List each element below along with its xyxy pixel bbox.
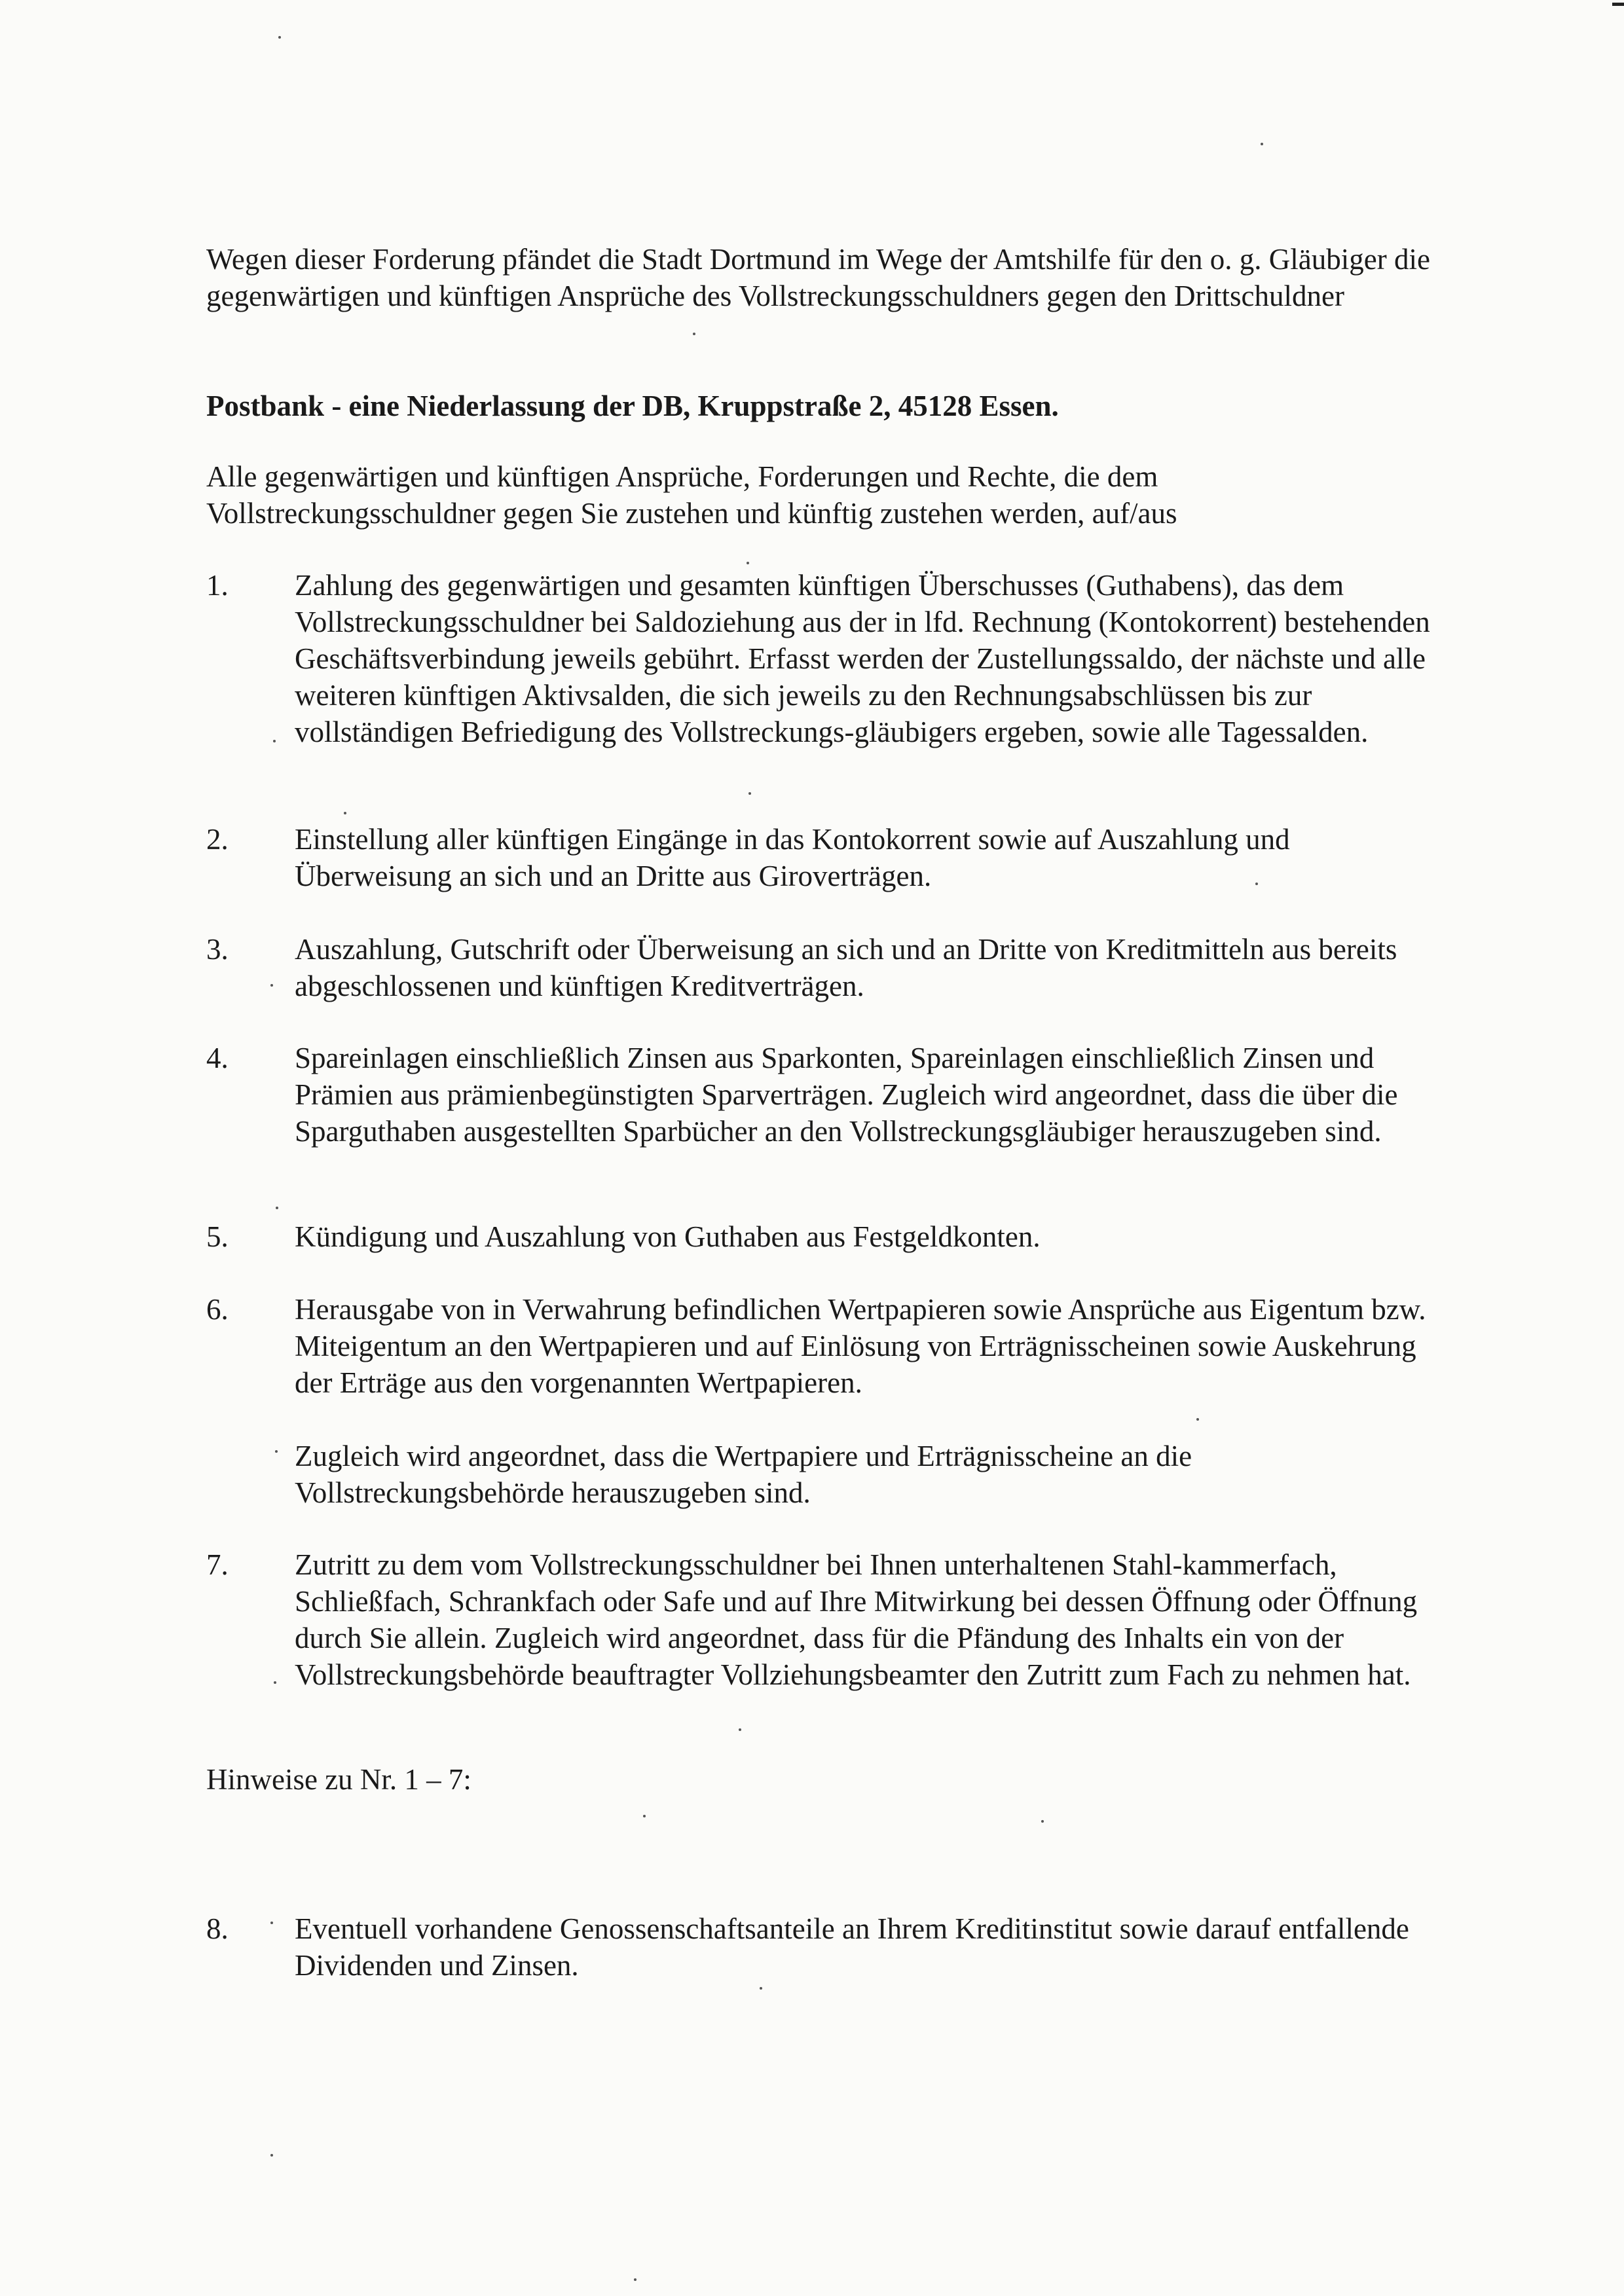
list-item-number: 6.: [206, 1293, 229, 1326]
notes-label: Hinweise zu Nr. 1 – 7:: [206, 1763, 471, 1796]
scan-speck: [270, 984, 273, 987]
scan-speck: [1255, 883, 1258, 885]
scan-speck: [274, 1681, 276, 1684]
scan-speck: [344, 812, 346, 814]
scan-speck: [739, 1728, 741, 1731]
scan-speck: [760, 1987, 762, 1990]
list-item-number: 4.: [206, 1042, 229, 1074]
list-item-text: Spareinlagen einschließlich Zinsen aus Sparkonten, Spareinlagen einschließlich Zinsen und Prämien aus prämienbegünstigten Sparverträgen. Zugleich wird angeordnet, dass die über die Sparguthaben ausgestellten Sparbücher an den Vollstreckungsgläubiger herauszugeben sind.: [295, 1042, 1398, 1148]
scan-speck: [747, 562, 749, 564]
scan-speck: [748, 792, 751, 795]
list-item-text: Kündigung und Auszahlung von Guthaben aus Festgeldkonten.: [295, 1220, 1041, 1253]
corner-scan-mark: [1612, 3, 1624, 6]
scan-speck: [270, 2154, 273, 2157]
scan-speck: [643, 1815, 646, 1817]
scan-speck: [1196, 1418, 1199, 1421]
third-party-debtor-heading: Postbank - eine Niederlassung der DB, Kruppstraße 2, 45128 Essen.: [206, 390, 1059, 422]
scan-speck: [278, 36, 281, 39]
scan-speck: [275, 1450, 278, 1453]
list-item-text: Einstellung aller künftigen Eingänge in das Kontokorrent sowie auf Auszahlung und Überweisung an sich und an Dritte aus Giroverträgen.: [295, 823, 1290, 892]
list-item-number: 3.: [206, 933, 229, 966]
scan-speck: [270, 1922, 273, 1924]
list-item-text: Herausgabe von in Verwahrung befindlichen Wertpapieren sowie Ansprüche aus Eigentum bzw. Miteigentum an den Wertpapieren und auf Einlösung von Erträgnisscheinen sowie Auskehrung der Erträge aus den vorgenannten Wertpapieren.: [295, 1293, 1426, 1399]
scan-speck: [634, 2278, 637, 2281]
scan-speck: [1261, 143, 1263, 145]
list-item-number: 2.: [206, 823, 229, 856]
list-item-number: 8.: [206, 1912, 229, 1945]
list-item-text: Zahlung des gegenwärtigen und gesamten künftigen Überschusses (Guthabens), das dem Vollstreckungsschuldner bei Saldoziehung aus der in lfd. Rechnung (Kontokorrent) bestehenden Geschäftsverbindung jeweils gebührt. Erfasst werden der Zustellungssaldo, der nächste und alle weiteren künftigen Aktivsalden, die sich jeweils zu den Rechnungsabschlüssen bis zur vollständigen Befriedigung des Vollstreckungs-gläubigers ergeben, sowie alle Tagessalden.: [295, 569, 1430, 748]
list-item-text: Zutritt zu dem vom Vollstreckungsschuldner bei Ihnen unterhaltenen Stahl-kammerfach, Schließfach, Schrankfach oder Safe und auf Ihre Mitwirkung bei dessen Öffnung oder Öffnung durch Sie allein. Zugleich wird angeordnet, dass für die Pfändung des Inhalts ein von der Vollstreckungsbehörde beauftragter Vollziehungsbeamter den Zutritt zum Fach zu nehmen hat.: [295, 1548, 1418, 1691]
scan-speck: [1041, 1820, 1044, 1823]
scan-speck: [273, 740, 276, 742]
list-item-number: 5.: [206, 1220, 229, 1253]
scan-speck: [693, 333, 695, 335]
list-item-number: 1.: [206, 569, 229, 602]
list-item-text: Auszahlung, Gutschrift oder Überweisung an sich und an Dritte von Kreditmitteln aus bereits abgeschlossenen und künftigen Kreditverträgen.: [295, 933, 1397, 1002]
claims-intro-paragraph: Alle gegenwärtigen und künftigen Ansprüche, Forderungen und Rechte, die dem Vollstreckungsschuldner gegen Sie zustehen und künftig zustehen werden, auf/aus: [206, 460, 1177, 530]
intro-paragraph: Wegen dieser Forderung pfändet die Stadt Dortmund im Wege der Amtshilfe für den o. g. Gläubiger die gegenwärtigen und künftigen Ansprüche des Vollstreckungsschuldners gegen den Drittschuldner: [206, 243, 1430, 312]
list-item-text: Zugleich wird angeordnet, dass die Wertpapiere und Erträgnisscheine an die Vollstreckungsbehörde herauszugeben sind.: [295, 1440, 1192, 1509]
scan-speck: [276, 1207, 278, 1209]
list-item-number: 7.: [206, 1548, 229, 1581]
list-item-text: Eventuell vorhandene Genossenschaftsanteile an Ihrem Kreditinstitut sowie darauf entfallende Dividenden und Zinsen.: [295, 1912, 1409, 1982]
